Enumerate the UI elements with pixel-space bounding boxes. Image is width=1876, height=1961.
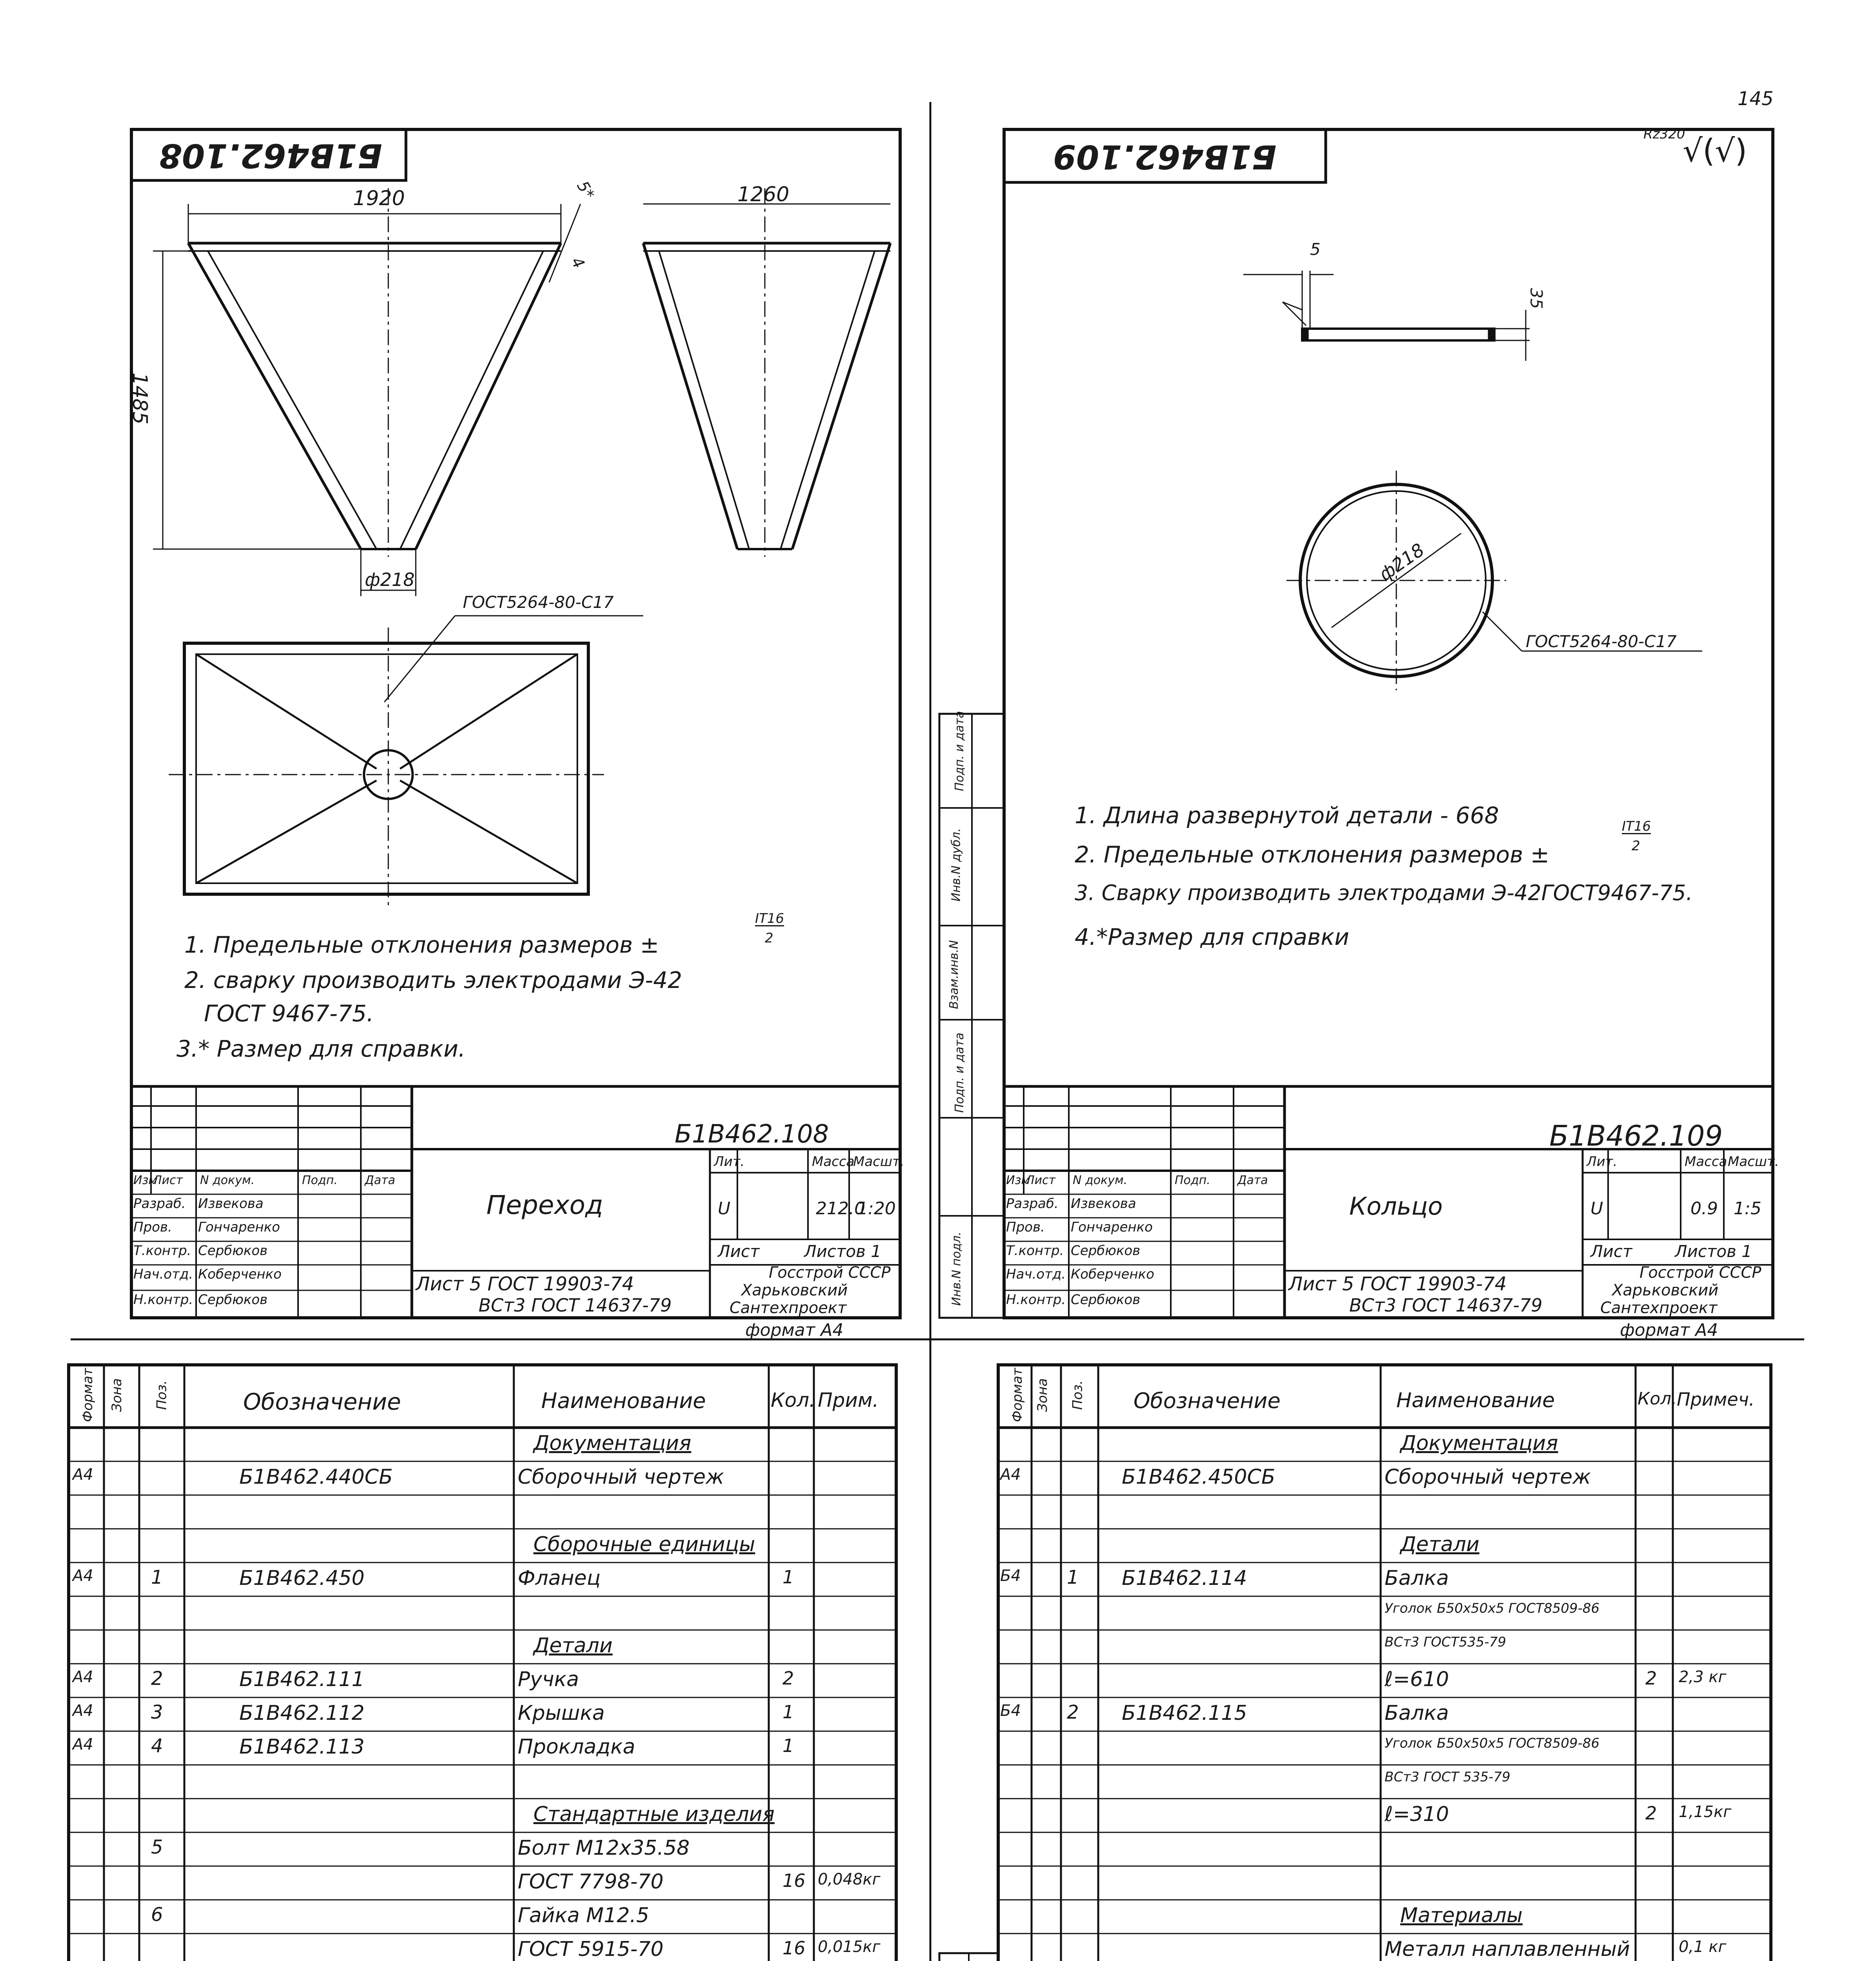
s450-h-format: Формат — [1009, 1368, 1025, 1422]
s450-h-qty: Кол. — [1638, 1389, 1677, 1409]
note-108-3: 3.* Размер для справки. — [177, 1035, 466, 1062]
row-note: 0,1 кг — [1679, 1938, 1727, 1956]
tb108-designation: Б1В462.108 — [675, 1120, 829, 1149]
funnel-front-view — [153, 188, 580, 596]
note-109-1: 1. Длина развернутой детали - 668 — [1075, 802, 1499, 829]
tb109-h-list: Лист — [1026, 1173, 1056, 1187]
tb109-h-doc: N докум. — [1073, 1173, 1128, 1187]
tb109-scale: 1:5 — [1734, 1199, 1761, 1219]
tb108-lit-label: Лит. — [714, 1154, 745, 1170]
row-name: ВСт3 ГОСТ535-79 — [1385, 1634, 1506, 1650]
row-note: 1,15кг — [1679, 1803, 1732, 1821]
weld-standard-109: ГОСТ5264-80-С17 — [1526, 632, 1677, 651]
tb108-person-1: Гончаренко — [198, 1219, 280, 1235]
dim-1920: 1920 — [353, 187, 405, 210]
tb108-org-1: Госстрой СССР — [769, 1264, 891, 1282]
row-qty: 1 — [782, 1566, 794, 1588]
dim-1260: 1260 — [737, 183, 790, 206]
s440-h-format: Формат — [80, 1368, 96, 1422]
row-name: Уголок Б50х50х5 ГОСТ8509-86 — [1385, 1735, 1600, 1751]
note-108-tol-num: IT16 — [755, 911, 784, 926]
tb108-h-doc: N докум. — [200, 1173, 255, 1187]
row-name: Гайка М12.5 — [518, 1904, 650, 1927]
row-pos: 5 — [151, 1836, 163, 1858]
row-code: Б1В462.450СБ — [1122, 1465, 1276, 1489]
row-note: 2,3 кг — [1679, 1668, 1727, 1686]
weld-dim: 5* — [573, 178, 598, 203]
s440-h-qty: Кол. — [771, 1389, 815, 1412]
weld-standard-108: ГОСТ5264-80-С17 — [463, 593, 614, 612]
row-fmt: А4 — [73, 1567, 93, 1585]
note-108-tol-den: 2 — [765, 930, 773, 946]
stamp-109-2: Взам.инв.N — [947, 940, 961, 1009]
row-name: ℓ=610 — [1385, 1668, 1449, 1691]
tb109-mass: 0.9 — [1690, 1199, 1718, 1219]
row-pos: 3 — [151, 1701, 163, 1723]
row-name: Сборочный чертеж — [1385, 1465, 1591, 1489]
roughness-symbol: √(√) — [1683, 133, 1747, 169]
tb109-person-1: Гончаренко — [1071, 1219, 1153, 1235]
tb109-name: Кольцо — [1349, 1192, 1443, 1221]
tb108-mass-label: Масса — [812, 1154, 855, 1170]
tb109-role-3: Нач.отд. — [1006, 1266, 1066, 1282]
tb108-h-sign: Подп. — [302, 1173, 338, 1187]
row-qty: 16 — [782, 1870, 806, 1891]
row-qty: 2 — [1645, 1668, 1657, 1689]
row-code: Б1В462.111 — [239, 1668, 365, 1691]
dim-1485: 1485 — [128, 372, 152, 425]
note-109-tol-num: IT16 — [1622, 819, 1651, 834]
tb108-scale: 1:20 — [857, 1199, 896, 1219]
s450-h-name: Наименование — [1396, 1389, 1555, 1412]
note-108-2: 2. сварку производить электродами Э-42 — [184, 967, 682, 993]
tb109-h-date: Дата — [1237, 1173, 1268, 1187]
spec-440-grid — [69, 1365, 896, 1961]
spec-440-row-lines — [69, 1461, 896, 1961]
row-code: Б1В462.450 — [239, 1566, 365, 1590]
tb108-format: формат А4 — [745, 1320, 844, 1340]
stamp-109-4: Инв.N подл. — [950, 1232, 964, 1306]
note-109-2: 2. Предельные отклонения размеров ± — [1075, 841, 1550, 868]
weld-symbol: 4 — [567, 254, 588, 272]
row-name: Прокладка — [518, 1735, 635, 1759]
tb109-person-0: Извекова — [1071, 1196, 1136, 1212]
ring-dim-diameter: ф218 — [1375, 539, 1428, 585]
tb108-person-2: Сербюков — [198, 1243, 268, 1259]
s440-h-pos: Поз. — [154, 1380, 170, 1410]
s450-h-zone: Зона — [1034, 1378, 1050, 1412]
row-name: Сборочный чертеж — [518, 1465, 724, 1489]
tb108-scale-label: Масшт. — [853, 1154, 904, 1170]
row-code: Б1В462.114 — [1122, 1566, 1247, 1590]
row-qty: 2 — [1645, 1803, 1657, 1824]
row-qty: 1 — [782, 1701, 794, 1723]
tb109-mass-label: Масса — [1685, 1154, 1727, 1170]
tb108-person-4: Сербюков — [198, 1292, 268, 1308]
row-note: 0,015кг — [818, 1938, 881, 1956]
s440-h-name: Наименование — [541, 1388, 706, 1413]
row-pos: 1 — [151, 1566, 163, 1588]
tb108-person-3: Коберченко — [198, 1266, 282, 1282]
note-109-tol-den: 2 — [1632, 838, 1640, 854]
tb108-h-izm: Изм — [133, 1173, 158, 1187]
row-qty: 16 — [782, 1937, 806, 1959]
tb109-lit: U — [1590, 1199, 1603, 1219]
tb108-h-list: Лист — [153, 1173, 183, 1187]
tb108-org-2: Харьковский — [741, 1281, 848, 1299]
row-fmt: Б4 — [1000, 1702, 1021, 1720]
tb109-org-1: Госстрой СССР — [1639, 1264, 1761, 1282]
tb108-sheet-label: Лист — [718, 1242, 760, 1261]
tb108-sheets-label: Листов 1 — [804, 1242, 881, 1261]
row-code: Б1В462.112 — [239, 1701, 365, 1725]
row-pos: 4 — [151, 1735, 163, 1757]
tb109-h-izm: Изм — [1006, 1173, 1030, 1187]
row-fmt: А4 — [73, 1735, 93, 1754]
row-pos: 1 — [1067, 1566, 1079, 1588]
stamp-109-3: Подп. и дата — [953, 1032, 967, 1113]
ring-section-view — [1243, 271, 1530, 361]
s450-h-pos: Поз. — [1070, 1380, 1086, 1410]
hole-dim: ф218 — [365, 569, 415, 590]
row-name: ВСт3 ГОСТ 535-79 — [1385, 1769, 1510, 1785]
tb109-sheets-label: Листов 1 — [1675, 1242, 1752, 1261]
s440-h-zone: Зона — [109, 1378, 125, 1412]
row-name: Балка — [1385, 1701, 1449, 1725]
funnel-side-view — [643, 188, 890, 557]
row-name: Балка — [1385, 1566, 1449, 1590]
row-pos: 2 — [151, 1668, 163, 1690]
note-109-3: 3. Сварку производить электродами Э-42ГОСТ9467-75. — [1075, 880, 1693, 905]
funnel-plan-view — [169, 616, 643, 910]
tb109-scale-label: Масшт. — [1728, 1154, 1779, 1170]
s440-h-code: Обозначение — [243, 1388, 401, 1415]
note-109-4: 4.*Размер для справки — [1075, 924, 1349, 950]
tb109-lit-label: Лит. — [1587, 1154, 1618, 1170]
row-name: Металл наплавленный — [1385, 1937, 1630, 1961]
note-108-1: 1. Предельные отклонения размеров ± — [184, 931, 659, 958]
tb108-mass: 212.0 — [816, 1199, 865, 1219]
row-name: ℓ=310 — [1385, 1803, 1449, 1826]
tb108-role-2: Т.контр. — [133, 1243, 191, 1259]
row-code: Б1В462.115 — [1122, 1701, 1247, 1725]
tb108-role-0: Разраб. — [133, 1196, 186, 1212]
row-name: Детали — [533, 1634, 613, 1657]
ring-dim-height: 35 — [1527, 288, 1546, 309]
tb109-org-3: Сантехпроект — [1600, 1299, 1718, 1317]
sheet-109-code-top: Б1В462.109 — [1053, 138, 1277, 176]
sheet-108-code-top: Б1В462.108 — [159, 136, 382, 175]
tb108-material-1: Лист 5 ГОСТ 19903-74 — [416, 1273, 634, 1295]
row-name: Уголок Б50х50х5 ГОСТ8509-86 — [1385, 1601, 1600, 1616]
row-pos: 2 — [1067, 1701, 1079, 1723]
ring-plan-view — [1286, 471, 1702, 690]
tb109-role-4: Н.контр. — [1006, 1292, 1066, 1308]
row-fmt: А4 — [73, 1466, 93, 1484]
row-name: Документация — [1400, 1432, 1558, 1455]
tb108-material-2: ВСт3 ГОСТ 14637-79 — [479, 1295, 672, 1316]
tb109-person-4: Сербюков — [1071, 1292, 1141, 1308]
tb109-role-0: Разраб. — [1006, 1196, 1059, 1212]
tb108-person-0: Извекова — [198, 1196, 264, 1212]
row-name: Детали — [1400, 1533, 1479, 1556]
tb109-role-1: Пров. — [1006, 1219, 1045, 1235]
stamp-109-0: Подп. и дата — [953, 711, 967, 791]
tb109-person-3: Коберченко — [1071, 1266, 1154, 1282]
tb109-sheet-label: Лист — [1590, 1242, 1632, 1261]
note-108-2b: ГОСТ 9467-75. — [204, 1000, 374, 1027]
row-qty: 1 — [782, 1735, 794, 1756]
row-name: Болт М12х35.58 — [518, 1836, 690, 1860]
row-fmt: А4 — [73, 1702, 93, 1720]
row-name: Стандартные изделия — [533, 1803, 775, 1826]
s450-h-note: Примеч. — [1677, 1389, 1755, 1410]
stamp-109-1: Инв.N дубл. — [949, 828, 963, 902]
row-name: Фланец — [518, 1566, 601, 1590]
tb109-material-1: Лист 5 ГОСТ 19903-74 — [1288, 1273, 1507, 1295]
roughness-label: Rz320 — [1643, 126, 1685, 142]
tb109-h-sign: Подп. — [1175, 1173, 1210, 1187]
tb109-person-2: Сербюков — [1071, 1243, 1141, 1259]
tb108-name: Переход — [486, 1190, 603, 1220]
tb108-role-4: Н.контр. — [133, 1292, 193, 1308]
row-name: Сборочные единицы — [533, 1533, 755, 1556]
row-fmt: Б4 — [1000, 1567, 1021, 1585]
s450-h-code: Обозначение — [1134, 1388, 1281, 1413]
row-fmt: А4 — [1000, 1466, 1021, 1484]
row-pos: 6 — [151, 1904, 163, 1926]
tb109-role-2: Т.контр. — [1006, 1243, 1064, 1259]
tb108-h-date: Дата — [365, 1173, 395, 1187]
tb108-role-1: Пров. — [133, 1219, 172, 1235]
tb108-role-3: Нач.отд. — [133, 1266, 193, 1282]
row-name: Ручка — [518, 1668, 579, 1691]
row-note: 0,048кг — [818, 1870, 881, 1888]
row-qty: 2 — [782, 1668, 794, 1689]
row-code: Б1В462.113 — [239, 1735, 365, 1759]
spec-450-grid — [939, 1365, 1771, 1961]
tb109-material-2: ВСт3 ГОСТ 14637-79 — [1349, 1295, 1543, 1316]
tb109-format: формат А4 — [1620, 1320, 1718, 1340]
row-name: Документация — [533, 1432, 691, 1455]
row-name: Крышка — [518, 1701, 605, 1725]
ring-dim-thickness: 5 — [1310, 240, 1321, 259]
s440-h-note: Прим. — [818, 1389, 879, 1412]
page-number: 145 — [1738, 88, 1774, 110]
row-name: Материалы — [1400, 1904, 1523, 1927]
row-code: Б1В462.440СБ — [239, 1465, 393, 1489]
tb109-designation: Б1В462.109 — [1549, 1119, 1723, 1152]
row-fmt: А4 — [73, 1668, 93, 1686]
row-name: ГОСТ 7798-70 — [518, 1870, 664, 1894]
tb109-org-2: Харьковский — [1612, 1281, 1719, 1299]
tb108-org-3: Сантехпроект — [730, 1299, 847, 1317]
row-name: ГОСТ 5915-70 — [518, 1937, 664, 1961]
tb108-lit: U — [718, 1199, 731, 1219]
